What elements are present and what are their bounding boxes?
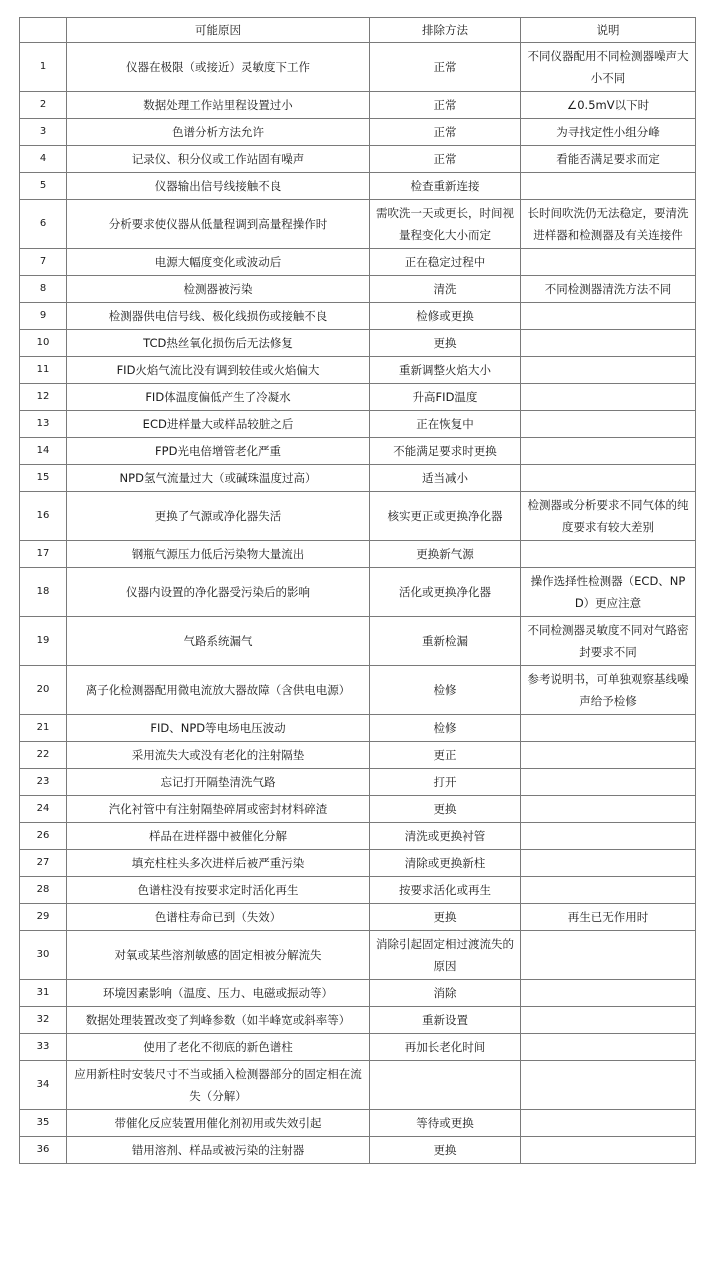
cause-cell: NPD氢气流量过大（或碱珠温度过高） <box>67 465 370 492</box>
row-index: 22 <box>20 742 67 769</box>
note-cell: 长时间吹洗仍无法稳定，要清洗进样器和检测器及有关连接件 <box>521 200 696 249</box>
table-row <box>20 1061 696 1110</box>
fix-cell: 更换 <box>370 330 521 357</box>
fix-cell: 检修 <box>370 666 521 715</box>
note-cell <box>521 742 696 769</box>
header-note: 说明 <box>521 18 696 43</box>
row-index: 14 <box>20 438 67 465</box>
row-index: 3 <box>20 119 67 146</box>
fix-cell: 重新检漏 <box>370 617 521 666</box>
note-cell <box>521 303 696 330</box>
cause-cell: 更换了气源或净化器失活 <box>67 492 370 541</box>
fix-cell: 更换 <box>370 904 521 931</box>
fix-cell: 需吹洗一天或更长，时间视量程变化大小而定 <box>370 200 521 249</box>
table-row <box>20 541 696 568</box>
row-index: 1 <box>20 43 67 92</box>
fix-cell: 更换 <box>370 1137 521 1164</box>
row-index: 13 <box>20 411 67 438</box>
row-index: 20 <box>20 666 67 715</box>
table-row <box>20 823 696 850</box>
table-row <box>20 796 696 823</box>
note-cell <box>521 438 696 465</box>
cause-cell: ECD进样量大或样品较脏之后 <box>67 411 370 438</box>
table-row <box>20 666 696 715</box>
note-cell <box>521 465 696 492</box>
cause-cell: 检测器供电信号线、极化线损伤或接触不良 <box>67 303 370 330</box>
row-index: 18 <box>20 568 67 617</box>
note-cell <box>521 1034 696 1061</box>
fix-cell: 适当减小 <box>370 465 521 492</box>
header-index <box>20 18 67 43</box>
note-cell: 看能否满足要求而定 <box>521 146 696 173</box>
note-cell <box>521 715 696 742</box>
table-row <box>20 980 696 1007</box>
table-row <box>20 384 696 411</box>
cause-cell: 填充柱柱头多次进样后被严重污染 <box>67 850 370 877</box>
table-row <box>20 1137 696 1164</box>
note-cell: 检测器或分析要求不同气体的纯度要求有较大差别 <box>521 492 696 541</box>
table-row <box>20 1110 696 1137</box>
table-header <box>20 18 696 43</box>
note-cell <box>521 850 696 877</box>
row-index: 21 <box>20 715 67 742</box>
row-index: 30 <box>20 931 67 980</box>
fix-cell: 正常 <box>370 92 521 119</box>
row-index: 26 <box>20 823 67 850</box>
cause-cell: 电源大幅度变化或波动后 <box>67 249 370 276</box>
cause-cell: 仪器内设置的净化器受污染后的影响 <box>67 568 370 617</box>
table-row <box>20 568 696 617</box>
fix-cell: 检修或更换 <box>370 303 521 330</box>
note-cell: 不同仪器配用不同检测器噪声大小不同 <box>521 43 696 92</box>
row-index: 23 <box>20 769 67 796</box>
cause-cell: 样品在进样器中被催化分解 <box>67 823 370 850</box>
table-row <box>20 931 696 980</box>
table-row <box>20 330 696 357</box>
cause-cell: 对氧或某些溶剂敏感的固定相被分解流失 <box>67 931 370 980</box>
fix-cell: 清除或更换新柱 <box>370 850 521 877</box>
fix-cell: 按要求活化或再生 <box>370 877 521 904</box>
header-fix: 排除方法 <box>370 18 521 43</box>
row-index: 35 <box>20 1110 67 1137</box>
cause-cell: 数据处理装置改变了判峰参数（如半峰宽或斜率等） <box>67 1007 370 1034</box>
fix-cell: 更换 <box>370 796 521 823</box>
cause-cell: 使用了老化不彻底的新色谱柱 <box>67 1034 370 1061</box>
note-cell <box>521 541 696 568</box>
row-index: 19 <box>20 617 67 666</box>
table-row <box>20 357 696 384</box>
fix-cell: 正常 <box>370 119 521 146</box>
table-row <box>20 43 696 92</box>
table-row <box>20 617 696 666</box>
note-cell <box>521 1061 696 1110</box>
row-index: 32 <box>20 1007 67 1034</box>
table-row <box>20 465 696 492</box>
fix-cell: 正在恢复中 <box>370 411 521 438</box>
note-cell <box>521 931 696 980</box>
header-cause: 可能原因 <box>67 18 370 43</box>
table-row <box>20 904 696 931</box>
fix-cell: 重新调整火焰大小 <box>370 357 521 384</box>
cause-cell: 采用流失大或没有老化的注射隔垫 <box>67 742 370 769</box>
cause-cell: 环境因素影响（温度、压力、电磁或振动等） <box>67 980 370 1007</box>
note-cell <box>521 1110 696 1137</box>
cause-cell: 数据处理工作站里程设置过小 <box>67 92 370 119</box>
row-index: 4 <box>20 146 67 173</box>
fix-cell: 检查重新连接 <box>370 173 521 200</box>
note-cell: 参考说明书，可单独观察基线噪声给予检修 <box>521 666 696 715</box>
cause-cell: 带催化反应装置用催化剂初用或失效引起 <box>67 1110 370 1137</box>
table-row <box>20 146 696 173</box>
row-index: 5 <box>20 173 67 200</box>
row-index: 6 <box>20 200 67 249</box>
fix-cell: 打开 <box>370 769 521 796</box>
note-cell: ∠0.5mV以下时 <box>521 92 696 119</box>
header-row <box>20 18 696 43</box>
cause-cell: 忘记打开隔垫清洗气路 <box>67 769 370 796</box>
note-cell <box>521 769 696 796</box>
note-cell: 操作选择性检测器（ECD、NPD）更应注意 <box>521 568 696 617</box>
cause-cell: TCD热丝氧化损伤后无法修复 <box>67 330 370 357</box>
row-index: 7 <box>20 249 67 276</box>
row-index: 31 <box>20 980 67 1007</box>
table-row <box>20 438 696 465</box>
fix-cell: 等待或更换 <box>370 1110 521 1137</box>
fix-cell: 重新设置 <box>370 1007 521 1034</box>
table-row <box>20 769 696 796</box>
note-cell <box>521 980 696 1007</box>
table-body <box>20 43 696 1164</box>
cause-cell: 分析要求使仪器从低量程调到高量程操作时 <box>67 200 370 249</box>
table-row <box>20 92 696 119</box>
note-cell <box>521 877 696 904</box>
table-row <box>20 173 696 200</box>
fix-cell: 不能满足要求时更换 <box>370 438 521 465</box>
row-index: 17 <box>20 541 67 568</box>
row-index: 11 <box>20 357 67 384</box>
cause-cell: 检测器被污染 <box>67 276 370 303</box>
fix-cell <box>370 1061 521 1110</box>
cause-cell: 离子化检测器配用微电流放大器故障（含供电电源） <box>67 666 370 715</box>
note-cell: 不同检测器清洗方法不同 <box>521 276 696 303</box>
table-row <box>20 411 696 438</box>
fix-cell: 消除 <box>370 980 521 1007</box>
fix-cell: 正常 <box>370 43 521 92</box>
fix-cell: 正常 <box>370 146 521 173</box>
cause-cell: FID、NPD等电场电压波动 <box>67 715 370 742</box>
table-row <box>20 303 696 330</box>
fix-cell: 核实更正或更换净化器 <box>370 492 521 541</box>
cause-cell: FID火焰气流比没有调到较佳或火焰偏大 <box>67 357 370 384</box>
cause-cell: 记录仪、积分仪或工作站固有噪声 <box>67 146 370 173</box>
table-row <box>20 276 696 303</box>
table-row <box>20 1034 696 1061</box>
row-index: 12 <box>20 384 67 411</box>
row-index: 33 <box>20 1034 67 1061</box>
fix-cell: 清洗 <box>370 276 521 303</box>
troubleshooting-table-container <box>19 17 696 1164</box>
row-index: 24 <box>20 796 67 823</box>
note-cell <box>521 796 696 823</box>
table-row <box>20 1007 696 1034</box>
fix-cell: 清洗或更换衬管 <box>370 823 521 850</box>
cause-cell: 应用新柱时安装尺寸不当或插入检测器部分的固定相在流失（分解） <box>67 1061 370 1110</box>
table-row <box>20 742 696 769</box>
note-cell <box>521 1137 696 1164</box>
note-cell: 不同检测器灵敏度不同对气路密封要求不同 <box>521 617 696 666</box>
table-row <box>20 877 696 904</box>
fix-cell: 更换新气源 <box>370 541 521 568</box>
row-index: 2 <box>20 92 67 119</box>
fix-cell: 升高FID温度 <box>370 384 521 411</box>
cause-cell: FID体温度偏低产生了冷凝水 <box>67 384 370 411</box>
cause-cell: 汽化衬管中有注射隔垫碎屑或密封材料碎渣 <box>67 796 370 823</box>
table-row <box>20 119 696 146</box>
row-index: 10 <box>20 330 67 357</box>
row-index: 8 <box>20 276 67 303</box>
cause-cell: FPD光电倍增管老化严重 <box>67 438 370 465</box>
row-index: 16 <box>20 492 67 541</box>
cause-cell: 钢瓶气源压力低后污染物大量流出 <box>67 541 370 568</box>
row-index: 27 <box>20 850 67 877</box>
table-row <box>20 850 696 877</box>
cause-cell: 错用溶剂、样品或被污染的注射器 <box>67 1137 370 1164</box>
row-index: 15 <box>20 465 67 492</box>
table-row <box>20 200 696 249</box>
note-cell <box>521 330 696 357</box>
table-row <box>20 492 696 541</box>
note-cell <box>521 411 696 438</box>
table-row <box>20 249 696 276</box>
note-cell <box>521 1007 696 1034</box>
fix-cell: 更正 <box>370 742 521 769</box>
note-cell <box>521 384 696 411</box>
cause-cell: 仪器在极限（或接近）灵敏度下工作 <box>67 43 370 92</box>
row-index: 9 <box>20 303 67 330</box>
cause-cell: 色谱柱没有按要求定时活化再生 <box>67 877 370 904</box>
note-cell: 再生已无作用时 <box>521 904 696 931</box>
cause-cell: 色谱柱寿命已到（失效） <box>67 904 370 931</box>
note-cell: 为寻找定性小组分峰 <box>521 119 696 146</box>
cause-cell: 仪器输出信号线接触不良 <box>67 173 370 200</box>
cause-cell: 色谱分析方法允许 <box>67 119 370 146</box>
note-cell <box>521 823 696 850</box>
fix-cell: 检修 <box>370 715 521 742</box>
fix-cell: 活化或更换净化器 <box>370 568 521 617</box>
row-index: 28 <box>20 877 67 904</box>
fix-cell: 消除引起固定相过渡流失的原因 <box>370 931 521 980</box>
troubleshooting-table <box>19 17 696 1164</box>
fix-cell: 正在稳定过程中 <box>370 249 521 276</box>
cause-cell: 气路系统漏气 <box>67 617 370 666</box>
table-row <box>20 715 696 742</box>
row-index: 29 <box>20 904 67 931</box>
note-cell <box>521 249 696 276</box>
row-index: 36 <box>20 1137 67 1164</box>
note-cell <box>521 357 696 384</box>
fix-cell: 再加长老化时间 <box>370 1034 521 1061</box>
row-index: 34 <box>20 1061 67 1110</box>
note-cell <box>521 173 696 200</box>
